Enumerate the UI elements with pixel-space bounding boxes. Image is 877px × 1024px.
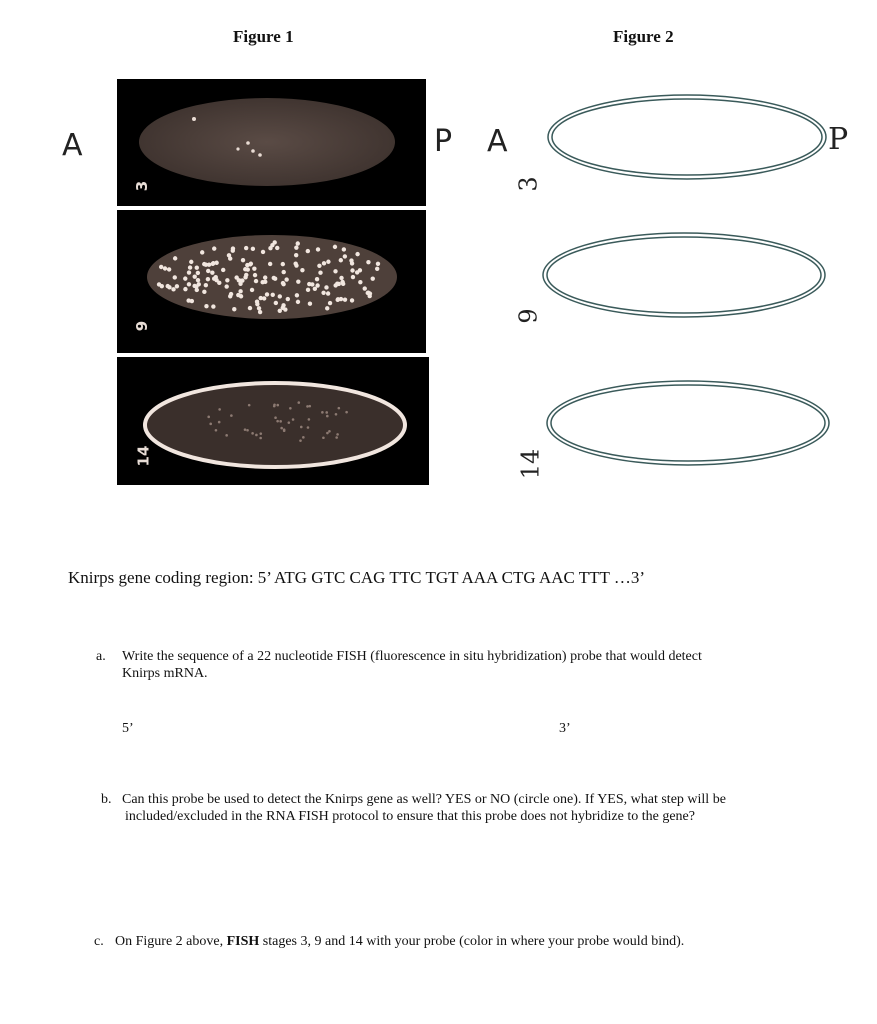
probe-five-prime-label: 5’: [122, 721, 134, 736]
yolk-nucleus-dot: [335, 413, 338, 416]
yolk-nucleus-dot: [300, 426, 303, 429]
embryo-stage-3-image: [117, 79, 426, 206]
nucleus-dot: [157, 282, 161, 286]
yolk-nucleus-dot: [225, 434, 228, 437]
embryo-panel-stage-3: [117, 79, 426, 206]
nucleus-dot: [204, 304, 208, 308]
yolk-nucleus-dot: [345, 411, 348, 414]
yolk-nucleus-dot: [280, 427, 283, 430]
nucleus-dot: [197, 282, 201, 286]
figure2-embryo-outlines[interactable]: [520, 80, 840, 480]
nucleus-dot: [308, 302, 312, 306]
nucleus-dot: [286, 297, 290, 301]
nucleus-dot: [366, 260, 370, 264]
nucleus-dot: [326, 291, 330, 295]
question-a-marker: a.: [96, 649, 106, 664]
figure2-stage-label-9: 9: [514, 308, 543, 324]
figure1-posterior-label: P: [434, 124, 453, 159]
nucleus-dot: [282, 270, 286, 274]
nucleus-dot: [202, 262, 206, 266]
question-b-marker: b.: [101, 792, 112, 807]
nucleus-dot: [206, 277, 210, 281]
question-c-text: [115, 933, 684, 950]
nucleus-dot: [238, 279, 242, 283]
nucleus-dot: [211, 304, 215, 308]
nucleus-dot: [293, 261, 297, 265]
nucleus-dot: [244, 246, 248, 250]
yolk-nucleus-dot: [325, 411, 328, 414]
nucleus-dot: [350, 298, 354, 302]
nucleus-dot: [238, 289, 242, 293]
nucleus-dot: [343, 254, 347, 258]
figure1-stage-label-3: 3: [133, 180, 152, 192]
nucleus-dot: [252, 266, 256, 270]
nucleus-dot: [358, 280, 362, 284]
nucleus-dot: [241, 258, 245, 262]
outline-embryo-stage-9[interactable]: [543, 233, 825, 317]
nucleus-dot: [248, 306, 252, 310]
figure2-stage-label-14: 14: [516, 448, 545, 480]
nucleus-dot: [254, 279, 258, 283]
nucleus-dot: [163, 266, 167, 270]
nucleus-dot: [206, 269, 210, 273]
nucleus-dot: [260, 280, 264, 284]
figure1-stage-label-9: 9: [133, 320, 152, 332]
nucleus-dot: [187, 282, 191, 286]
nucleus-dot: [167, 285, 171, 289]
nucleus-dot: [295, 293, 299, 297]
embryo-panel-stage-14: [117, 357, 429, 485]
yolk-nucleus-dot: [326, 432, 329, 435]
nucleus-dot: [307, 282, 311, 286]
outline-embryo-stage-14[interactable]: [547, 381, 829, 465]
nucleus-dot: [212, 277, 216, 281]
nucleus-dot: [296, 279, 300, 283]
nucleus-dot: [322, 261, 326, 265]
nucleus-dot: [333, 269, 337, 273]
nucleus-dot: [339, 276, 343, 280]
nucleus-dot: [294, 245, 298, 249]
nucleus-dot: [294, 253, 298, 257]
nucleus-dot: [210, 270, 214, 274]
nucleus-dot: [187, 270, 191, 274]
nucleus-dot: [250, 288, 254, 292]
nucleus-dot: [273, 277, 277, 281]
nucleus-dot: [296, 241, 300, 245]
yolk-nucleus-dot: [307, 426, 310, 429]
outline-embryo-stage-3[interactable]: [548, 95, 826, 179]
figure1-title: Figure 1: [233, 27, 294, 46]
yolk-nucleus-dot: [297, 401, 300, 404]
nucleus-dot: [204, 283, 208, 287]
nucleus-dot: [253, 273, 257, 277]
question-a-line2: Knirps mRNA.: [122, 666, 208, 681]
figure1-stage-label-14: 14: [134, 445, 153, 467]
question-b-text: [122, 791, 726, 825]
figure1-anterior-label: A: [62, 128, 83, 163]
nucleus-dot: [261, 250, 265, 254]
nucleus-dot: [175, 284, 179, 288]
nucleus-dot: [350, 261, 354, 265]
nucleus-dot: [196, 271, 200, 275]
nucleus-dot: [236, 293, 240, 297]
nucleus-dot: [326, 260, 330, 264]
nucleus-dot: [351, 275, 355, 279]
yolk-nucleus-dot: [246, 429, 249, 432]
nucleus-dot: [306, 249, 310, 253]
nucleus-dot: [363, 286, 367, 290]
yolk-nucleus-dot: [273, 403, 276, 406]
gene-coding-region: Knirps gene coding region: 5’ ATG GTC CAG TTC TGT AAA CTG AAC TTT …3’: [68, 568, 646, 587]
figure2-anterior-label: A: [487, 124, 508, 159]
yolk-nucleus-dot: [299, 439, 302, 442]
nucleus-dot: [202, 290, 206, 294]
nucleus-dot: [315, 277, 319, 281]
yolk-nucleus-dot: [209, 423, 212, 426]
yolk-nucleus-dot: [283, 429, 286, 432]
yolk-nucleus-dot: [321, 411, 324, 414]
nucleus-dot: [243, 267, 247, 271]
nucleus-dot: [333, 245, 337, 249]
nucleus-dot: [271, 293, 275, 297]
yolk-nucleus-dot: [251, 432, 254, 435]
nucleus-dot: [255, 302, 259, 306]
figure2-stage-label-3: 3: [514, 176, 543, 192]
yolk-nucleus-dot: [306, 405, 309, 408]
nucleus-dot: [324, 285, 328, 289]
nucleus-dot: [189, 260, 193, 264]
question-c-text-post: stages 3, 9 and 14 with your probe (color in where your probe would bind).: [259, 934, 685, 949]
nucleus-dot: [259, 296, 263, 300]
yolk-nucleus-dot: [322, 436, 325, 439]
nucleus-dot: [167, 267, 171, 271]
yolk-nucleus-dot: [279, 420, 282, 423]
yolk-nucleus-dot: [218, 408, 221, 411]
probe-three-prime-label: 3’: [559, 721, 571, 736]
figure1-embryo-images: [117, 79, 429, 485]
nucleus-dot: [200, 250, 204, 254]
nucleus-dot: [355, 252, 359, 256]
yolk-nucleus-dot: [248, 404, 251, 407]
nucleus-dot: [335, 282, 339, 286]
nucleus-dot: [257, 306, 261, 310]
nucleus-dot: [211, 262, 215, 266]
nucleus-dot: [273, 240, 277, 244]
nucleus-dot: [375, 267, 379, 271]
nucleus-dot: [278, 294, 282, 298]
yolk-nucleus-dot: [289, 407, 292, 410]
nucleus-dot: [300, 268, 304, 272]
nucleus-dot: [296, 300, 300, 304]
yolk-nucleus-dot: [274, 416, 277, 419]
nucleus-dot: [173, 275, 177, 279]
nucleus-dot: [183, 287, 187, 291]
nucleus-dot: [284, 277, 288, 281]
nucleus-dot: [212, 246, 216, 250]
nucleus-dot: [159, 265, 163, 269]
question-c-text-pre: On Figure 2 above,: [115, 934, 227, 949]
nucleus-dot: [306, 288, 310, 292]
question-c-text-bold: FISH: [226, 934, 260, 949]
question-b-line2: included/excluded in the RNA FISH protocol to ensure that this probe does not hybridize to the gene?: [125, 809, 695, 824]
yolk-nucleus-dot: [259, 437, 262, 440]
nucleus-dot: [195, 265, 199, 269]
question-a-line1: Write the sequence of a 22 nucleotide FISH (fluorescence in situ hybridization) probe that would detect: [122, 649, 702, 664]
yolk-nucleus-dot: [276, 404, 279, 407]
nucleus-dot: [328, 301, 332, 305]
question-a-text: [122, 648, 702, 682]
nucleus-dot: [339, 258, 343, 262]
nucleus-dot: [183, 276, 187, 280]
nucleus-dot: [321, 291, 325, 295]
nucleus-dot: [376, 262, 380, 266]
probe-sequence-answer-area[interactable]: [142, 716, 552, 738]
nucleus-dot: [315, 283, 319, 287]
nucleus-dot: [371, 276, 375, 280]
nucleus-dot: [366, 291, 370, 295]
yolk-nucleus-dot: [215, 429, 218, 432]
embryo-stage-9-image: [117, 210, 426, 353]
figure2-title: Figure 2: [613, 27, 674, 46]
nucleus-dot: [228, 256, 232, 260]
nucleus-dot: [274, 301, 278, 305]
nucleus-dot: [188, 265, 192, 269]
nucleus-dot: [171, 287, 175, 291]
nucleus-dot: [234, 275, 238, 279]
nucleus-dot: [281, 262, 285, 266]
nucleus-dot: [244, 273, 248, 277]
yolk-nucleus-dot: [292, 418, 295, 421]
nucleus-dot: [350, 268, 354, 272]
yolk-nucleus-dot: [259, 432, 262, 435]
yolk-nucleus-dot: [326, 415, 329, 418]
nucleus-dot: [281, 303, 285, 307]
yolk-nucleus-dot: [308, 418, 311, 421]
nucleus-dot: [275, 246, 279, 250]
nucleus-dot: [343, 297, 347, 301]
nucleus-dot: [358, 268, 362, 272]
nucleus-dot: [249, 262, 253, 266]
nucleus-dot: [173, 256, 177, 260]
embryo-stage-14-image: [117, 357, 429, 485]
nucleus-dot: [214, 261, 218, 265]
nucleus-dot: [190, 299, 194, 303]
yolk-nucleus-dot: [244, 428, 247, 431]
nucleus-dot: [268, 262, 272, 266]
question-c-marker: c.: [94, 934, 104, 949]
nucleus-dot: [318, 270, 322, 274]
yolk-nucleus-dot: [328, 430, 331, 433]
nucleus-dot: [340, 280, 344, 284]
yolk-nucleus-dot: [255, 434, 258, 437]
question-b-line1: Can this probe be used to detect the Knirps gene as well? YES or NO (circle one). If YES, what step will be: [122, 792, 726, 807]
nucleus-dot: [281, 281, 285, 285]
yolk-nucleus-dot: [308, 405, 311, 408]
nucleus-dot: [265, 292, 269, 296]
nucleus-dot: [251, 247, 255, 251]
yolk-nucleus-dot: [207, 416, 210, 419]
nucleus-dot: [193, 274, 197, 278]
yolk-nucleus-dot: [218, 421, 221, 424]
nucleus-dot: [263, 275, 267, 279]
nucleus-dot: [225, 278, 229, 282]
nucleus-dot: [258, 310, 262, 314]
nucleus-dot: [231, 246, 235, 250]
nucleus-dot: [325, 306, 329, 310]
nucleus-dot: [196, 278, 200, 282]
nucleus-dot: [342, 247, 346, 251]
yolk-nucleus-dot: [230, 414, 233, 417]
nucleus-dot: [221, 268, 225, 272]
yolk-nucleus-dot: [276, 420, 279, 423]
yolk-nucleus-dot: [338, 407, 341, 410]
nucleus-dot: [336, 297, 340, 301]
nucleus-dot: [224, 284, 228, 288]
yolk-nucleus-dot: [336, 433, 339, 436]
yolk-nucleus-dot: [335, 436, 338, 439]
nucleus-dot: [316, 247, 320, 251]
embryo-panel-stage-9: [117, 210, 426, 353]
nucleus-dot: [317, 264, 321, 268]
nucleus-dot: [228, 294, 232, 298]
yolk-nucleus-dot: [302, 436, 305, 439]
figure2-posterior-label: P: [828, 122, 849, 157]
nucleus-dot: [232, 307, 236, 311]
yolk-nucleus-dot: [288, 421, 291, 424]
